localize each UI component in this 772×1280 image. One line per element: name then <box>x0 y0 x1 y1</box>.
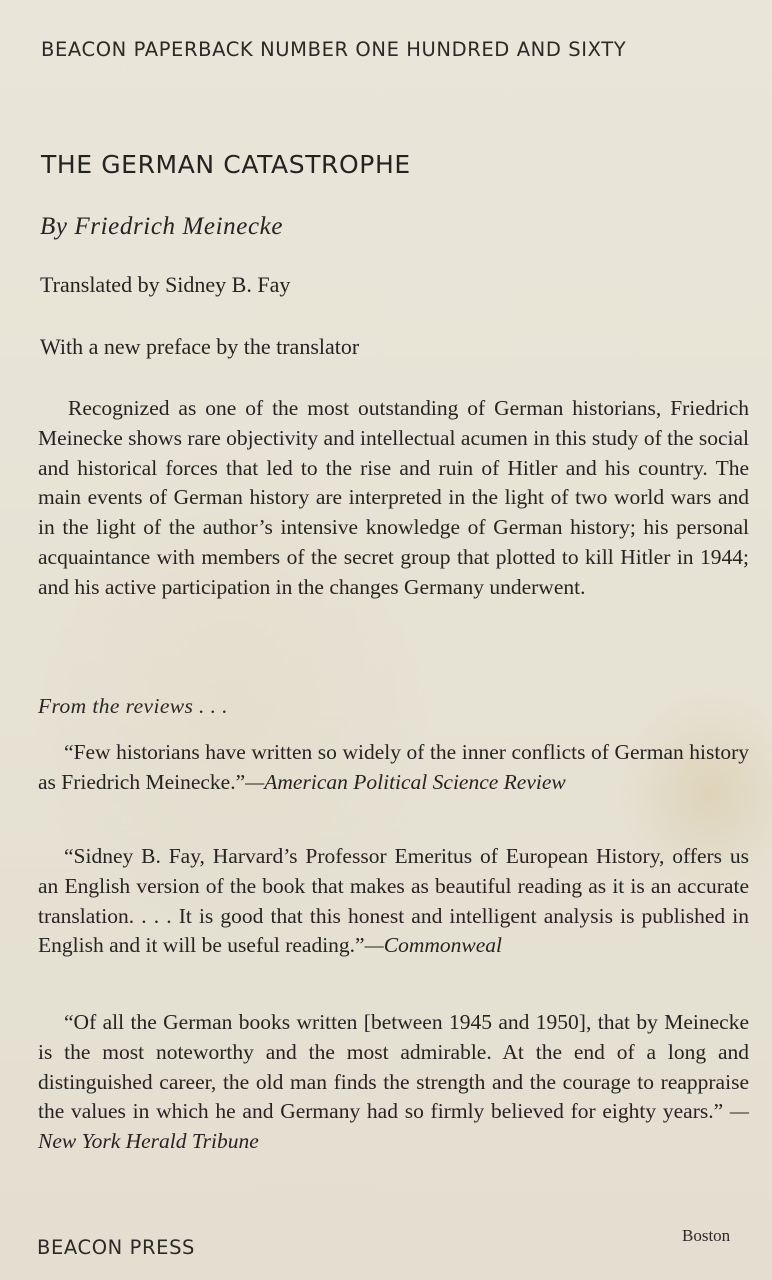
publisher-city: Boston <box>682 1226 731 1245</box>
review-quote <box>38 738 749 798</box>
review-quote <box>38 842 749 961</box>
review-source: —New York Herald Tribune <box>38 1099 749 1154</box>
book-description: Recognized as one of the most outstanding of German historians, Friedrich Meinecke shows rare objectivity and intellectual acumen in this study of the social and historical forces that led to the rise and ruin of Hitler and his country. The main events of German history are interpreted in the light of two world wars and in the light of the author’s intensive knowledge of German history; his personal acquaintance with members of the secret group that plotted to kill Hitler in 1944; and his active participation in the changes Germany underwent. <box>38 396 749 599</box>
publisher-name: BEACON PRESS <box>37 1236 196 1259</box>
review-text: “Few historians have written so widely of the inner conflicts of German history as Friedrich Meinecke.” <box>38 740 749 794</box>
review-quote <box>38 1008 749 1157</box>
review-text: “Sidney B. Fay, Harvard’s Professor Emeritus of European History, offers us an English version of the book that makes as beautiful reading as it is an accurate translation. . . . It is good that this honest and intelligent analysis is published in English and it will be useful reading.” <box>38 844 749 958</box>
review-source: —American Political Science Review <box>245 769 566 794</box>
author-line: By Friedrich Meinecke <box>40 213 284 240</box>
series-line: BEACON PAPERBACK NUMBER ONE HUNDRED AND SIXTY <box>41 38 627 61</box>
preface-note: With a new preface by the translator <box>40 334 360 359</box>
review-source: —Commonweal <box>364 933 502 958</box>
reviews-heading: From the reviews . . . <box>38 694 228 718</box>
review-text: “Of all the German books written [between 1945 and 1950], that by Meinecke is the most noteworthy and the most admirable. At the end of a long and distinguished career, the old man finds the strength and the courage to reappraise the values in which he and Germany had so firmly believed for eighty years.” <box>38 1010 749 1124</box>
book-title: THE GERMAN CATASTROPHE <box>41 150 411 179</box>
translator-line: Translated by Sidney B. Fay <box>40 272 291 297</box>
